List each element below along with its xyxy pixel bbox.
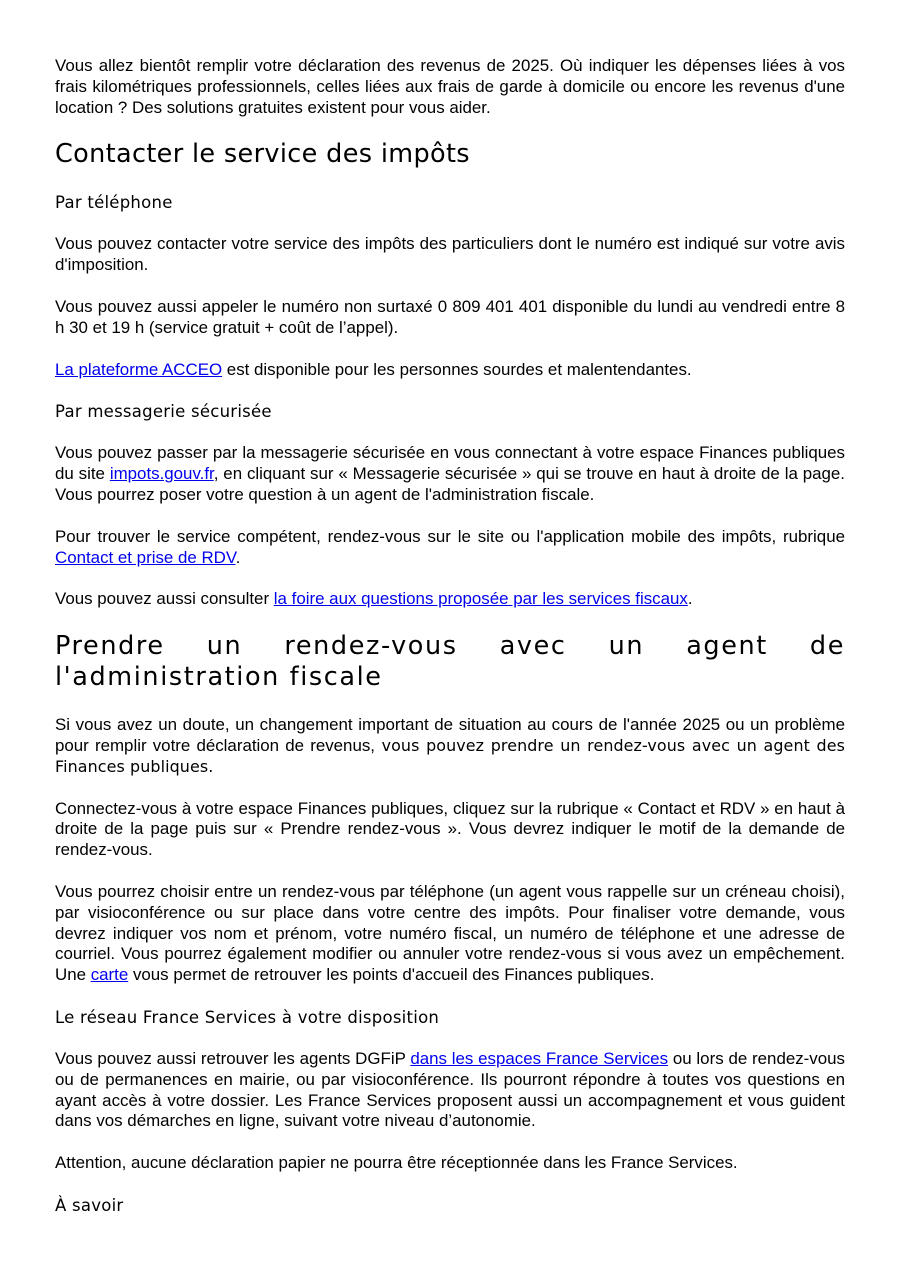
contact-rdv-link[interactable]: Contact et prise de RDV	[55, 547, 236, 567]
fs-text-a: Vous pouvez aussi retrouver les agents DGFiP	[55, 1048, 411, 1068]
messaging-text-b: , en cliquant sur « Messagerie sécurisée » qui se trouve en haut à droite de la page. Vous pourrez poser votre question à un agent de l'administration fiscale.	[55, 464, 845, 504]
impots-gouv-link[interactable]: impots.gouv.fr	[109, 464, 214, 484]
service-text-b: .	[235, 547, 241, 567]
service-text-a: Pour trouver le service compétent, rendez-vous sur le site ou l'application mobile des impôts, rubrique	[55, 526, 845, 546]
rdv-paragraph-3	[55, 882, 845, 986]
messaging-subtitle: Par messagerie sécurisée	[55, 402, 272, 422]
france-services-paragraph-2: Attention, aucune déclaration papier ne pourra être réceptionnée dans les France Services.	[55, 1153, 738, 1173]
a-savoir-subtitle: À savoir	[55, 1195, 124, 1215]
faq-link[interactable]: la foire aux questions proposée par les services fiscaux	[273, 589, 688, 609]
fs-text-b: ou lors de rendez-vous ou de permanences en mairie, ou par visioconférence. Ils pourront répondre à toutes vos questions en ayant accès à votre dossier. Les France Services proposent aussi un accompagnement et vous guident dans vos démarches en ligne, suivant votre niveau d’autonomie.	[55, 1048, 845, 1131]
phone-paragraph-2: Vous pouvez aussi appeler le numéro non surtaxé 0 809 401 401 disponible du lundi au vendredi entre 8 h 30 et 19 h (service gratuit + coût de l’appel).	[55, 296, 845, 337]
map-link[interactable]: carte	[90, 965, 129, 985]
messaging-text-a: Vous pouvez passer par la messagerie sécurisée en vous connectant à votre espace Finances publiques du site	[55, 443, 845, 484]
contact-section-title: Contacter le service des impôts	[55, 139, 470, 170]
acceo-paragraph	[55, 360, 845, 381]
phone-paragraph-1: Vous pouvez contacter votre service des impôts des particuliers dont le numéro est indiqué sur votre avis d'imposition.	[55, 234, 845, 275]
messaging-paragraph-3	[55, 589, 845, 610]
messaging-paragraph-2	[55, 527, 845, 569]
intro-paragraph: Vous allez bientôt remplir votre déclaration des revenus de 2025. Où indiquer les dépenses liées à vos frais kilométriques professionnels, celles liées aux frais de garde à domicile ou encore les revenus d'une location ? Des solutions gratuites existent pour vous aider.	[55, 56, 845, 117]
phone-subtitle: Par téléphone	[55, 193, 173, 213]
rdv-paragraph-1	[55, 715, 845, 777]
acceo-link[interactable]: La plateforme ACCEO	[55, 359, 223, 379]
rdv-section-title: Prendre un rendez-vous avec un agent de l'administration fiscale	[55, 631, 845, 693]
france-services-subtitle: Le réseau France Services à votre disposition	[55, 1007, 440, 1027]
messaging-paragraph-1	[55, 443, 845, 505]
acceo-text: est disponible pour les personnes sourdes et malentendantes.	[222, 359, 692, 379]
rdv-paragraph-2: Connectez-vous à votre espace Finances publiques, cliquez sur la rubrique « Contact et RDV » en haut à droite de la page puis sur « Prendre rendez-vous ». Vous devrez indiquer le motif de la demande de rendez-vous.	[55, 798, 845, 860]
rdv-choice-text-a: Vous pourrez choisir entre un rendez-vous par téléphone (un agent vous rappelle sur un créneau choisi), par visioconférence ou sur place dans votre centre des impôts. Pour finaliser votre demande, vous devrez indiquer vos nom et prénom, votre numéro fiscal, un numéro de téléphone et une adresse de courriel. Vous pourrez également modifier ou annuler votre rendez-vous si vous avez un empêchement. Une	[55, 881, 845, 985]
rdv-choice-text-b: vous permet de retrouver les points d'accueil des Finances publiques.	[128, 965, 655, 985]
rdv-text-b: vous pouvez prendre un rendez-vous avec un agent des Finances publiques.	[55, 735, 846, 776]
faq-text-a: Vous pouvez aussi consulter	[55, 589, 274, 609]
france-services-paragraph-1	[55, 1049, 845, 1132]
faq-text-b: .	[687, 589, 693, 609]
rdv-text-a: Si vous avez un doute, un changement important de situation au cours de l'année 2025 ou un problème pour remplir votre déclaration de revenus,	[55, 715, 845, 755]
france-services-link[interactable]: dans les espaces France Services	[410, 1048, 669, 1068]
